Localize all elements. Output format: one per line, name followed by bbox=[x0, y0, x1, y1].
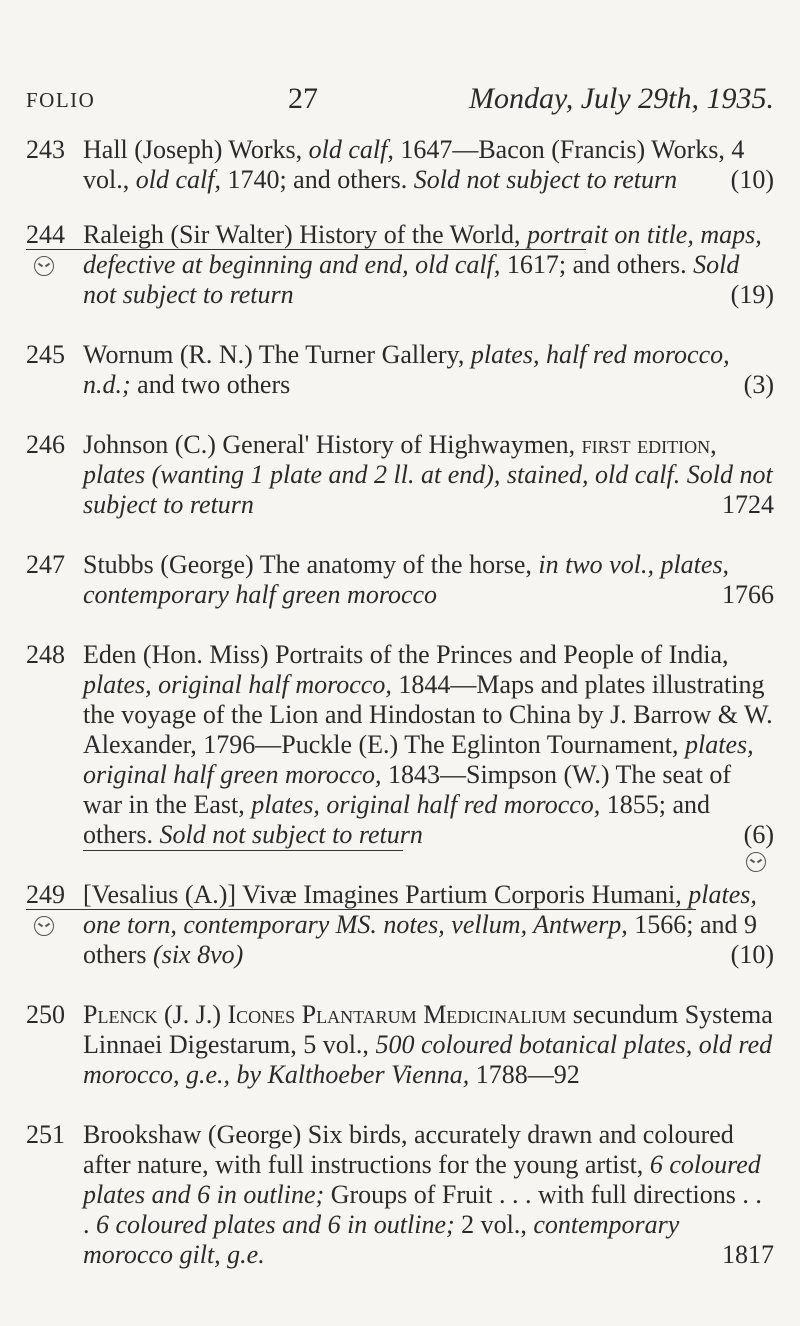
plates-note: 6 coloured plates and 6 in outline; bbox=[96, 1210, 455, 1239]
condition-note: Sold not subject to return bbox=[159, 820, 423, 849]
lot-description bbox=[83, 1120, 774, 1270]
lot-text: Wornum (R. N.) The Turner Gallery, bbox=[83, 340, 471, 369]
lot-description bbox=[83, 1000, 774, 1090]
lot-price: 1766 bbox=[722, 580, 774, 609]
lot-text: Stubbs (George) The anatomy of the horse, bbox=[83, 550, 539, 579]
lot-text: [Vesalius (A.)] Vivæ Imagines Partium Corporis Humani, bbox=[83, 880, 689, 909]
lot-text: 1740; and others. bbox=[220, 165, 414, 194]
binding-note: plates, contemporary half green morocco bbox=[83, 550, 730, 609]
lot-text: 1843—Simpson (W.) The seat of war in the East, bbox=[83, 760, 732, 819]
lot-entry bbox=[26, 1120, 774, 1270]
lot-price: (10) bbox=[730, 165, 774, 194]
lot-description bbox=[83, 640, 774, 850]
lot-text: Hall (Joseph) Works, bbox=[83, 135, 309, 164]
underline-mark bbox=[26, 249, 586, 250]
condition-note: Sold not subject to return bbox=[83, 460, 773, 519]
lot-number: 244 bbox=[26, 220, 65, 249]
lot-description bbox=[83, 430, 774, 520]
sale-date: Monday, July 29th, 1935. bbox=[469, 82, 774, 115]
lot-title: Plenck (J. J.) Icones Plantarum Medicinalium bbox=[83, 1000, 567, 1029]
lot-text: 1617; and others. bbox=[500, 250, 694, 279]
lot-entry bbox=[26, 880, 774, 970]
underline-mark bbox=[26, 909, 696, 910]
lot-price: (10) bbox=[730, 940, 774, 969]
lot-number: 245 bbox=[26, 340, 65, 369]
binding-note: plates, original half green morocco, bbox=[83, 730, 754, 789]
binding-note: old calf, bbox=[308, 135, 394, 164]
lot-text: Brookshaw (George) Six birds, accurately drawn and coloured after nature, with full instructions for the young artist, bbox=[83, 1120, 734, 1179]
lot-entry bbox=[26, 1000, 774, 1090]
lot-text: 1566; and 9 others bbox=[83, 910, 757, 969]
lot-number: 247 bbox=[26, 550, 65, 579]
marginal-mark-icon bbox=[34, 916, 54, 936]
lot-text: Raleigh (Sir Walter) History of the World, bbox=[83, 220, 527, 249]
lot-price: 1724 bbox=[722, 490, 774, 519]
lot-description bbox=[83, 880, 774, 970]
binding-note: contemporary morocco gilt, g.e. bbox=[83, 1210, 680, 1269]
lot-number: 250 bbox=[26, 1000, 65, 1029]
plates-note: 6 coloured plates and 6 in outline; bbox=[83, 1150, 761, 1209]
lot-number: 246 bbox=[26, 430, 65, 459]
condition-note: Sold not subject to return bbox=[83, 250, 740, 309]
lot-text: 1855; and others. bbox=[83, 790, 711, 849]
lot-entry bbox=[26, 220, 774, 310]
binding-note: plates, original half red morocco, bbox=[251, 790, 601, 819]
lot-description bbox=[83, 340, 774, 400]
lot-description bbox=[83, 220, 774, 310]
lot-list bbox=[26, 135, 774, 1270]
lot-text: and two others bbox=[130, 370, 291, 399]
lot-number: 251 bbox=[26, 1120, 65, 1149]
binding-note: plates, half red morocco, n.d.; bbox=[83, 340, 730, 399]
lot-text: Eden (Hon. Miss) Portraits of the Princes and People of India, bbox=[83, 640, 729, 669]
lot-text: Johnson (C.) General' History of Highwaymen, bbox=[83, 430, 582, 459]
page-header bbox=[26, 82, 774, 122]
lot-text: 1788—92 bbox=[469, 1060, 580, 1089]
lot-number: 243 bbox=[26, 135, 65, 164]
lot-price: 1817 bbox=[722, 1240, 774, 1269]
binding-note: 500 coloured botanical plates, old red morocco, g.e., by Kalthoeber Vienna, bbox=[83, 1030, 773, 1089]
lot-number: 248 bbox=[26, 640, 65, 669]
lot-number: 249 bbox=[26, 880, 65, 909]
lot-price: (3) bbox=[743, 370, 774, 399]
edition-note: first edition, bbox=[581, 430, 717, 459]
format-note: (six 8vo) bbox=[153, 940, 244, 969]
lot-description bbox=[83, 550, 774, 610]
condition-note: plates (wanting 1 plate and 2 ll. at end), stained, old calf. bbox=[83, 460, 681, 489]
lot-text: 1647—Bacon (Francis) Works, 4 vol., bbox=[83, 135, 745, 194]
lot-text: 2 vol., bbox=[454, 1210, 534, 1239]
lot-price: (19) bbox=[730, 280, 774, 309]
condition-note: plates, one torn, contemporary MS. notes, vellum, Antwerp, bbox=[83, 880, 757, 939]
lot-text: Groups of Fruit . . . with full directions . . . bbox=[83, 1180, 762, 1239]
lot-description bbox=[83, 135, 774, 195]
underline-mark bbox=[83, 850, 403, 851]
lot-price: (6) bbox=[743, 820, 774, 849]
condition-note: portrait on title, maps, defective at beginning and end, old calf, bbox=[83, 220, 762, 279]
lot-entry bbox=[26, 550, 774, 610]
binding-note: plates, original half morocco, bbox=[83, 670, 392, 699]
folio-label: FOLIO bbox=[26, 88, 96, 112]
binding-note: old calf, bbox=[135, 165, 221, 194]
lot-text: 1844—Maps and plates illustrating the voyage of the Lion and Hindostan to China by J. Barrow & W. Alexander, 1796—Puckle (E.) The Eglinton Tournament, bbox=[83, 670, 773, 759]
lot-entry bbox=[26, 430, 774, 520]
marginal-mark-icon bbox=[746, 852, 766, 872]
lot-entry bbox=[26, 340, 774, 400]
marginal-mark-icon bbox=[34, 256, 54, 276]
condition-note: Sold not subject to return bbox=[413, 165, 678, 194]
volume-note: in two vol., bbox=[538, 550, 654, 579]
lot-entry bbox=[26, 135, 774, 195]
lot-entry bbox=[26, 640, 774, 850]
page-number: 27 bbox=[288, 82, 318, 115]
lot-text: secundum Systema Linnaei Digestarum, 5 vol., bbox=[83, 1000, 773, 1059]
